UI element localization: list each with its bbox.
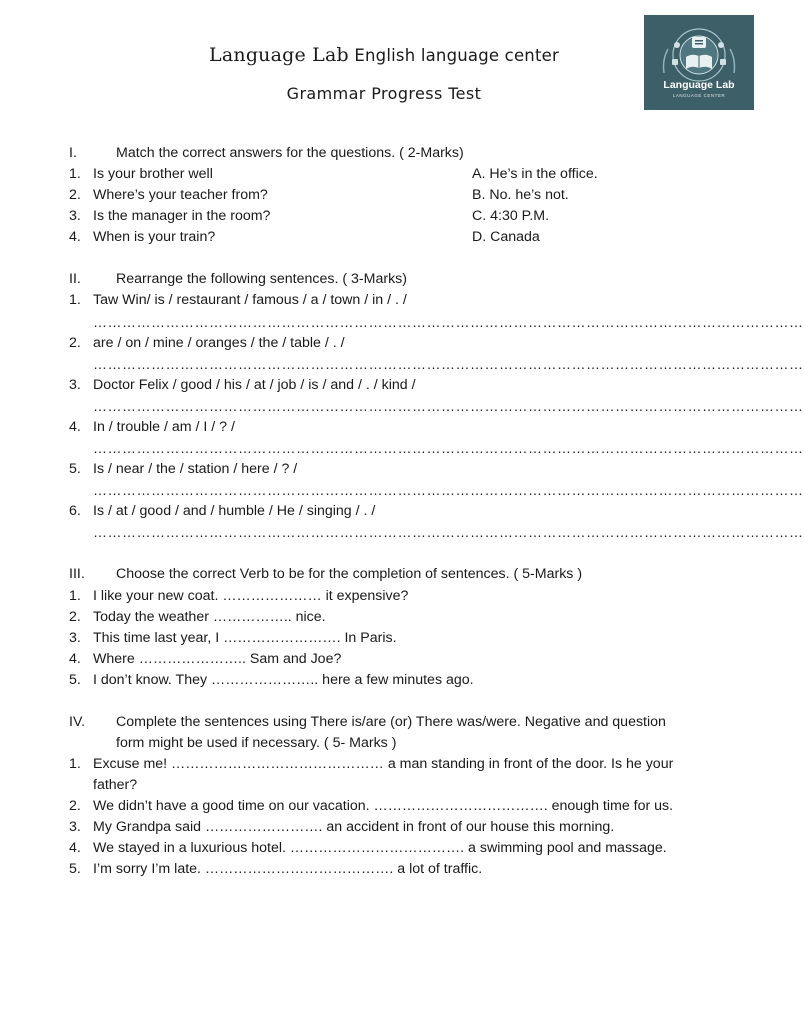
language-lab-logo xyxy=(644,15,754,110)
question-number: 2. xyxy=(69,798,81,814)
match-question: When is your train? xyxy=(93,229,216,245)
question-number: 5. xyxy=(69,672,81,688)
question-number: 5. xyxy=(69,861,81,877)
question-number: 4. xyxy=(69,840,81,856)
question-number: 2. xyxy=(69,335,81,351)
question-number: 1. xyxy=(69,292,81,308)
section-2-title: Rearrange the following sentences. ( 3-Marks) xyxy=(116,271,407,287)
question-number: 1. xyxy=(69,588,81,604)
brand-name: Language Lab xyxy=(209,44,349,66)
section-3-number: III. xyxy=(69,566,85,582)
question-number: 4. xyxy=(69,229,81,245)
question-number: 3. xyxy=(69,377,81,393)
fill-blank-sentence: This time last year, I ……………………. In Paris. xyxy=(93,630,397,646)
fill-blank-sentence: I don’t know. They ………………….. here a few minutes ago. xyxy=(93,672,474,688)
rearrange-prompt: In / trouble / am / I / ? / xyxy=(93,419,235,435)
match-question: Is your brother well xyxy=(93,166,213,182)
question-number: 4. xyxy=(69,651,81,667)
match-answer: D. Canada xyxy=(472,229,540,245)
rearrange-prompt: Doctor Felix / good / his / at / job / is / and / . / kind / xyxy=(93,377,416,393)
answer-line[interactable]: ………………………………………………………………………………………………………………………………… xyxy=(93,356,804,372)
match-question: Is the manager in the room? xyxy=(93,208,271,224)
question-number: 1. xyxy=(69,756,81,772)
fill-blank-sentence: I’m sorry I’m late. …………………………………. a lot of traffic. xyxy=(93,861,483,877)
section-1-title: Match the correct answers for the questions. ( 2-Marks) xyxy=(116,145,464,161)
match-answer: A. He’s in the office. xyxy=(472,166,598,182)
answer-line[interactable]: ………………………………………………………………………………………………………………………………… xyxy=(93,398,804,414)
answer-line[interactable]: ………………………………………………………………………………………………………………………………… xyxy=(93,524,804,540)
logo-subtext: LANGUAGE CENTER xyxy=(672,93,726,98)
fill-blank-sentence: I like your new coat. ………………… it expensive? xyxy=(93,588,409,604)
match-answer: C. 4:30 P.M. xyxy=(472,208,550,224)
answer-line[interactable]: ………………………………………………………………………………………………………………………………… xyxy=(93,314,804,330)
question-number: 3. xyxy=(69,819,81,835)
section-4-title-cont: form might be used if necessary. ( 5- Marks ) xyxy=(116,735,397,751)
center-name: English language center xyxy=(354,46,559,65)
section-3-title: Choose the correct Verb to be for the completion of sentences. ( 5-Marks ) xyxy=(116,566,583,582)
question-number: 3. xyxy=(69,208,81,224)
fill-blank-sentence: My Grandpa said ……………………. an accident in front of our house this morning. xyxy=(93,819,615,835)
match-question: Where’s your teacher from? xyxy=(93,187,268,203)
fill-blank-sentence-cont: father? xyxy=(93,777,138,793)
match-answer: B. No. he’s not. xyxy=(472,187,569,203)
section-2-number: II. xyxy=(69,271,81,287)
fill-blank-sentence: Today the weather …………….. nice. xyxy=(93,609,326,625)
rearrange-prompt: Is / at / good / and / humble / He / singing / . / xyxy=(93,503,376,519)
answer-line[interactable]: ………………………………………………………………………………………………………………………………… xyxy=(93,440,804,456)
rearrange-prompt: Is / near / the / station / here / ? / xyxy=(93,461,298,477)
question-number: 2. xyxy=(69,609,81,625)
answer-line[interactable]: ………………………………………………………………………………………………………………………………… xyxy=(93,482,804,498)
logo-text: Language Lab xyxy=(663,79,735,91)
question-number: 5. xyxy=(69,461,81,477)
question-number: 2. xyxy=(69,187,81,203)
question-number: 3. xyxy=(69,630,81,646)
test-title: Grammar Progress Test xyxy=(286,84,482,103)
rearrange-prompt: are / on / mine / oranges / the / table / . / xyxy=(93,335,345,351)
fill-blank-sentence: We didn’t have a good time on our vacation. ………………………………. enough time for us. xyxy=(93,798,674,814)
section-1-number: I. xyxy=(69,145,77,161)
question-number: 4. xyxy=(69,419,81,435)
section-4-title: Complete the sentences using There is/are (or) There was/were. Negative and question xyxy=(116,714,666,730)
question-number: 6. xyxy=(69,503,81,519)
fill-blank-sentence: Where ………………….. Sam and Joe? xyxy=(93,651,342,667)
question-number: 1. xyxy=(69,166,81,182)
fill-blank-sentence: We stayed in a luxurious hotel. ………………………………. a swimming pool and massage. xyxy=(93,840,667,856)
fill-blank-sentence: Excuse me! ……………………………………… a man standing in front of the door. Is he your xyxy=(93,756,674,772)
rearrange-prompt: Taw Win/ is / restaurant / famous / a / town / in / . / xyxy=(93,292,407,308)
section-4-number: IV. xyxy=(69,714,86,730)
